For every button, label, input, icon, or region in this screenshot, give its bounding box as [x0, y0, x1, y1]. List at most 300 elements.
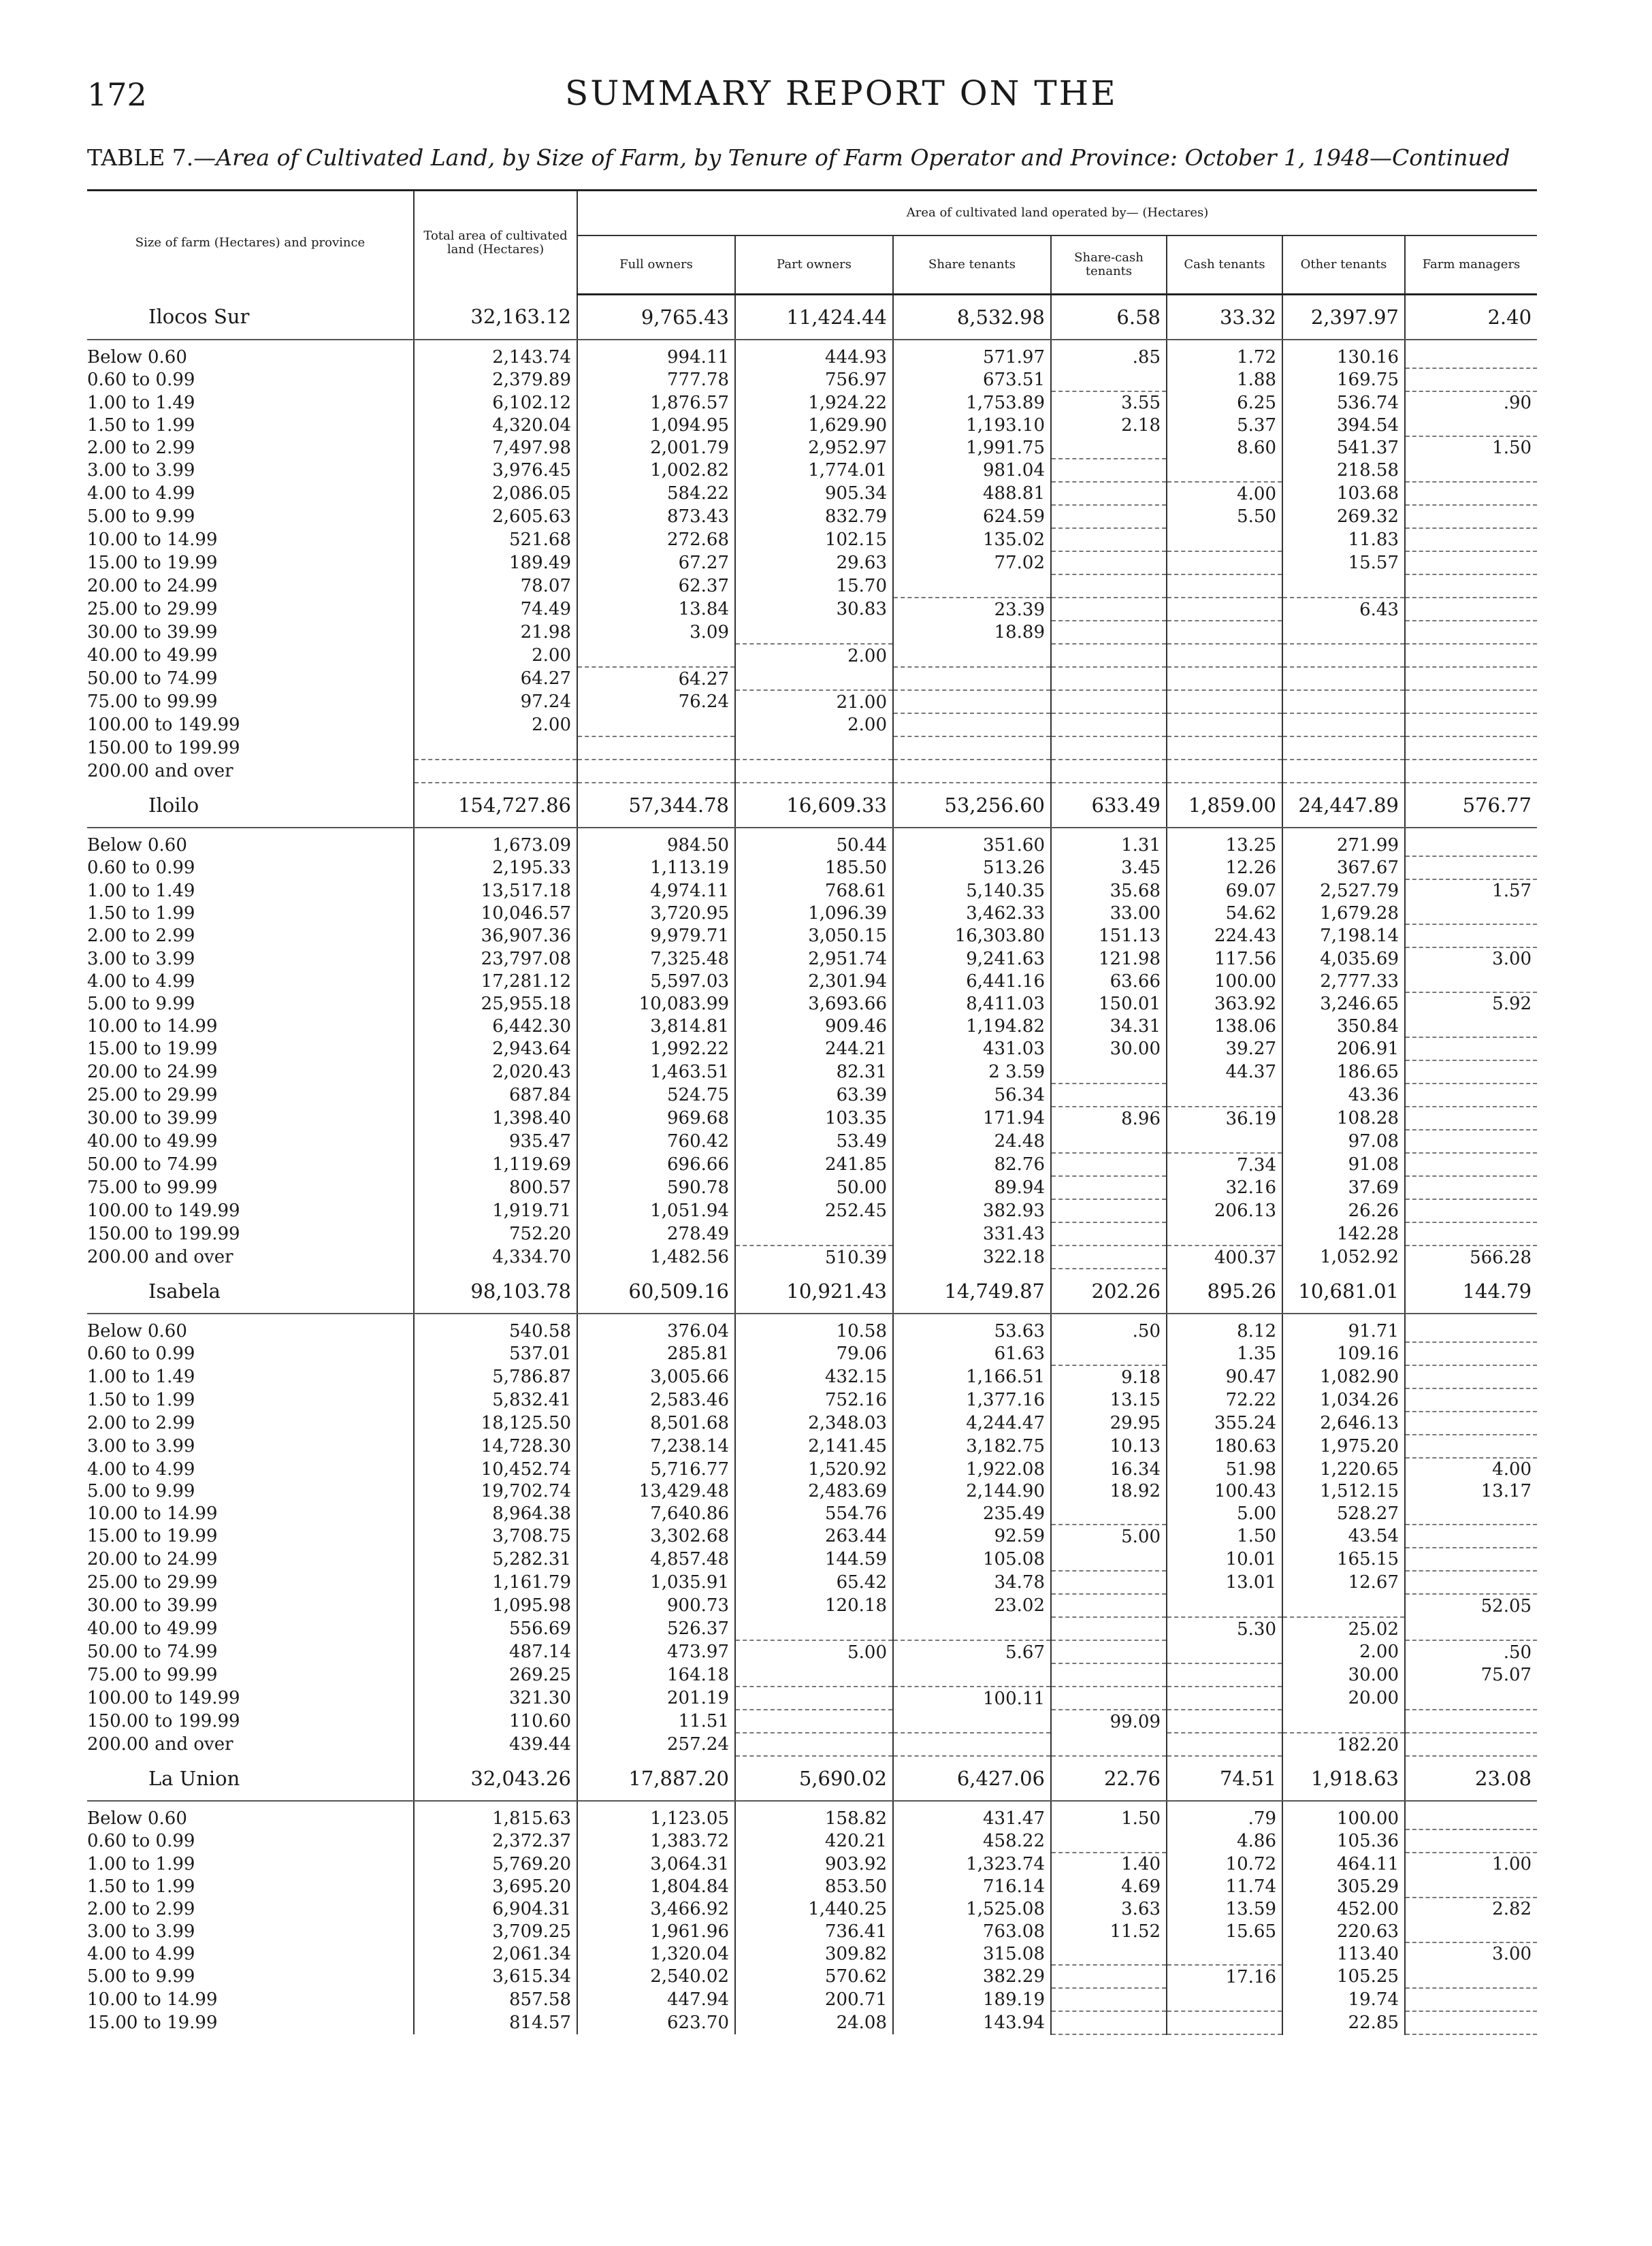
table-cell [1167, 459, 1282, 482]
table-cell: 536.74 [1282, 391, 1405, 414]
table-cell [735, 760, 893, 783]
table-cell [1405, 598, 1537, 621]
province-total-value: 33.32 [1167, 295, 1282, 340]
table-cell [1405, 736, 1537, 760]
table-cell: 1,525.08 [893, 1898, 1051, 1920]
table-cell [1405, 528, 1537, 551]
table-cell: 26.26 [1282, 1199, 1405, 1222]
size-class-label: 100.00 to 149.99 [87, 1688, 240, 1708]
table-row [87, 834, 1537, 856]
column-header-share-tenants: Share tenants [893, 235, 1051, 295]
table-row [87, 1640, 1537, 1663]
table-row [87, 1342, 1537, 1365]
table-cell [1405, 1807, 1537, 1829]
province-total-value: 32,043.26 [414, 1756, 577, 1801]
size-class-label: 15.00 to 19.99 [87, 2013, 218, 2033]
table-cell: 873.43 [577, 505, 735, 528]
table-cell: 12.26 [1167, 856, 1282, 879]
table-cell [1051, 713, 1167, 736]
table-cell: 36,907.36 [414, 924, 577, 947]
table-row [87, 1875, 1537, 1898]
table-cell: 1,975.20 [1282, 1435, 1405, 1458]
spacer-cell [1405, 1314, 1537, 1320]
table-cell: 180.63 [1167, 1435, 1282, 1458]
table-cell [1051, 368, 1167, 391]
table-cell: 537.01 [414, 1342, 577, 1365]
table-cell [414, 736, 577, 760]
table-cell: 105.25 [1282, 1965, 1405, 1988]
table-cell [1167, 690, 1282, 713]
table-row [87, 1458, 1537, 1480]
table-cell: 10,046.57 [414, 902, 577, 924]
table-cell: .79 [1167, 1807, 1282, 1829]
table-cell [1051, 1942, 1167, 1965]
table-cell [1051, 1571, 1167, 1594]
table-cell: 189.49 [414, 551, 577, 574]
table-cell: 935.47 [414, 1130, 577, 1153]
table-cell: 3,708.75 [414, 1525, 577, 1548]
table-cell: 24.08 [735, 2011, 893, 2034]
table-cell [1167, 1733, 1282, 1756]
table-row [87, 713, 1537, 736]
table-cell: 79.06 [735, 1342, 893, 1365]
province-total-value: 98,103.78 [414, 1269, 577, 1314]
table-cell [1051, 1342, 1167, 1365]
table-cell [735, 736, 893, 760]
table-cell [577, 644, 735, 667]
table-cell: 61.63 [893, 1342, 1051, 1365]
table-cell: 13,429.48 [577, 1480, 735, 1502]
table-cell: 3,976.45 [414, 459, 577, 482]
table-row [87, 1199, 1537, 1222]
table-cell: 590.78 [577, 1176, 735, 1199]
table-cell: 800.57 [414, 1176, 577, 1199]
size-class-label: 2.00 to 2.99 [87, 1413, 195, 1433]
size-class-label: 0.60 to 0.99 [87, 1831, 195, 1851]
table-row [87, 1571, 1537, 1594]
table-cell: 363.92 [1167, 992, 1282, 1015]
table-cell: 53.49 [735, 1130, 893, 1153]
table-cell [1051, 598, 1167, 621]
table-caption [87, 144, 1537, 171]
table-cell: 1.35 [1167, 1342, 1282, 1365]
table-cell: 8.96 [1051, 1107, 1167, 1130]
table-row [87, 690, 1537, 713]
table-row [87, 924, 1537, 947]
table-cell: 52.05 [1405, 1594, 1537, 1617]
table-cell [1405, 459, 1537, 482]
table-cell: 521.68 [414, 528, 577, 551]
spacer-cell [735, 828, 893, 834]
spacer-cell [1405, 1801, 1537, 1807]
size-class-label: 50.00 to 74.99 [87, 668, 218, 689]
table-cell: 1,119.69 [414, 1153, 577, 1176]
table-cell: 105.36 [1282, 1829, 1405, 1853]
table-cell: 452.00 [1282, 1898, 1405, 1920]
column-header-other-tenants: Other tenants [1282, 235, 1405, 295]
table-cell: 4.00 [1405, 1458, 1537, 1480]
size-class-label: 4.00 to 4.99 [87, 1943, 195, 1964]
table-cell: 24.48 [893, 1130, 1051, 1153]
spacer-cell [1051, 1314, 1167, 1320]
table-cell: 1.50 [1405, 436, 1537, 459]
row-spacer [87, 1801, 1537, 1807]
table-cell: 2,527.79 [1282, 879, 1405, 902]
spacer-cell [577, 828, 735, 834]
table-cell: 7,640.86 [577, 1502, 735, 1525]
table-cell: 23,797.08 [414, 947, 577, 970]
table-cell: 322.18 [893, 1246, 1051, 1269]
province-total-value: 1,918.63 [1282, 1756, 1405, 1801]
table-row [87, 856, 1537, 879]
table-row [87, 1107, 1537, 1130]
table-row [87, 1502, 1537, 1525]
table-cell [1405, 760, 1537, 783]
table-cell [577, 736, 735, 760]
province-total-value: 895.26 [1167, 1269, 1282, 1314]
table-cell: 5.00 [1051, 1525, 1167, 1548]
table-row [87, 1435, 1537, 1458]
table-row [87, 1412, 1537, 1435]
table-row [87, 667, 1537, 690]
table-cell: 15.70 [735, 574, 893, 598]
table-cell [577, 713, 735, 736]
table-cell: 853.50 [735, 1875, 893, 1898]
table-row [87, 1153, 1537, 1176]
spacer-cell [1282, 1314, 1405, 1320]
table-cell [735, 1663, 893, 1687]
table-cell: 1.31 [1051, 834, 1167, 856]
province-total-value: 6.58 [1051, 295, 1167, 340]
table-cell: 8.12 [1167, 1320, 1282, 1342]
table-cell: 10,452.74 [414, 1458, 577, 1480]
table-row [87, 902, 1537, 924]
table-cell: 241.85 [735, 1153, 893, 1176]
table-cell: 3,615.34 [414, 1965, 577, 1988]
table-cell [1051, 528, 1167, 551]
table-cell: 556.69 [414, 1617, 577, 1640]
table-cell [1167, 1988, 1282, 2011]
table-cell: 623.70 [577, 2011, 735, 2034]
table-row [87, 2011, 1537, 2034]
table-cell: 13.17 [1405, 1480, 1537, 1502]
province-total-row [87, 1269, 1537, 1314]
table-cell [1051, 1060, 1167, 1084]
table-cell: 2,086.05 [414, 482, 577, 505]
size-class-label: 150.00 to 199.99 [87, 1224, 240, 1244]
table-cell: .50 [1405, 1640, 1537, 1663]
table-cell: 1,123.05 [577, 1807, 735, 1829]
table-cell: 29.95 [1051, 1412, 1167, 1435]
table-cell: 487.14 [414, 1640, 577, 1663]
table-cell [893, 1710, 1051, 1733]
size-class-label: 100.00 to 149.99 [87, 715, 240, 735]
table-caption-text: —Area of Cultivated Land, by Size of Farm, by Tenure of Farm Operator and Province: October 1, 1948—Continued [193, 144, 1510, 171]
table-cell [893, 713, 1051, 736]
table-cell: 1,377.16 [893, 1388, 1051, 1412]
table-cell: 5,716.77 [577, 1458, 735, 1480]
size-class-label: Below 0.60 [87, 1808, 187, 1829]
table-cell: 4.69 [1051, 1875, 1167, 1898]
table-cell: 3.00 [1405, 947, 1537, 970]
province-total-value: 633.49 [1051, 783, 1167, 828]
table-cell: 3.00 [1405, 1942, 1537, 1965]
table-cell [735, 667, 893, 690]
table-cell: 1,774.01 [735, 459, 893, 482]
table-cell [1405, 1037, 1537, 1060]
spacer-cell [414, 1801, 577, 1807]
table-cell: 143.94 [893, 2011, 1051, 2034]
table-cell: 540.58 [414, 1320, 577, 1342]
table-cell: 736.41 [735, 1920, 893, 1942]
size-class-label: 5.00 to 9.99 [87, 993, 195, 1014]
table-row [87, 947, 1537, 970]
spacer-cell [1167, 828, 1282, 834]
table-cell: 1.40 [1051, 1853, 1167, 1875]
table-row [87, 551, 1537, 574]
province-total-value: 154,727.86 [414, 783, 577, 828]
table-row [87, 1176, 1537, 1199]
table-cell: 185.50 [735, 856, 893, 879]
province-total-value: 22.76 [1051, 1756, 1167, 1801]
table-cell [1405, 505, 1537, 528]
table-cell: 6,441.16 [893, 970, 1051, 992]
size-class-label: 40.00 to 49.99 [87, 1131, 218, 1152]
table-cell: 65.42 [735, 1571, 893, 1594]
size-class-label: 1.50 to 1.99 [87, 414, 195, 436]
table-cell: 36.19 [1167, 1107, 1282, 1130]
spacer-cell [893, 1801, 1051, 1807]
table-cell: 17.16 [1167, 1965, 1282, 1988]
size-class-label: 15.00 to 19.99 [87, 1039, 218, 1059]
table-cell: 72.22 [1167, 1388, 1282, 1412]
table-cell: 12.67 [1282, 1571, 1405, 1594]
table-cell [1051, 551, 1167, 574]
table-cell [1405, 1548, 1537, 1571]
table-cell [1051, 1502, 1167, 1525]
table-cell: 2,061.34 [414, 1942, 577, 1965]
table-cell: 97.08 [1282, 1130, 1405, 1153]
table-cell: 554.76 [735, 1502, 893, 1525]
province-total-row [87, 783, 1537, 828]
table-cell: 103.68 [1282, 482, 1405, 505]
spacer-cell [893, 340, 1051, 346]
table-cell: 2,583.46 [577, 1388, 735, 1412]
table-cell: 2.00 [735, 644, 893, 667]
table-cell: 4,974.11 [577, 879, 735, 902]
size-class-label: 3.00 to 3.99 [87, 1921, 195, 1942]
table-cell: 1,991.75 [893, 436, 1051, 459]
table-cell [1405, 1920, 1537, 1942]
table-cell [1405, 1965, 1537, 1988]
size-class-label: 0.60 to 0.99 [87, 1344, 195, 1364]
table-cell [1282, 713, 1405, 736]
table-row [87, 1548, 1537, 1571]
table-cell: 752.20 [414, 1222, 577, 1246]
table-cell: 21.98 [414, 621, 577, 644]
table-cell: 315.08 [893, 1942, 1051, 1965]
table-cell: 6.25 [1167, 391, 1282, 414]
table-cell: 541.37 [1282, 436, 1405, 459]
table-cell [1405, 1388, 1537, 1412]
table-cell: 2,777.33 [1282, 970, 1405, 992]
size-class-label: Below 0.60 [87, 834, 187, 856]
province-total-value: 74.51 [1167, 1756, 1282, 1801]
table-cell [1405, 1107, 1537, 1130]
table-row [87, 528, 1537, 551]
table-cell: 20.00 [1282, 1687, 1405, 1710]
table-cell [1405, 1687, 1537, 1710]
province-name: Iloilo [87, 783, 414, 828]
table-cell: 7.34 [1167, 1153, 1282, 1176]
row-spacer [87, 1314, 1537, 1320]
table-row [87, 621, 1537, 644]
table-cell [1405, 1571, 1537, 1594]
table-cell: 2,372.37 [414, 1829, 577, 1853]
table-cell [1051, 1733, 1167, 1756]
table-cell: 16,303.80 [893, 924, 1051, 947]
table-cell [1405, 1435, 1537, 1458]
table-cell: 9,241.63 [893, 947, 1051, 970]
table-cell [1167, 713, 1282, 736]
table-cell [1051, 1548, 1167, 1571]
size-class-label: 150.00 to 199.99 [87, 1711, 240, 1731]
table-cell: 5.00 [735, 1640, 893, 1663]
spacer-cell [1405, 828, 1537, 834]
table-cell [1282, 644, 1405, 667]
table-cell: 5.67 [893, 1640, 1051, 1663]
table-row [87, 1246, 1537, 1269]
spacer-cell [1282, 828, 1405, 834]
table-row [87, 760, 1537, 783]
table-cell: 3,466.92 [577, 1898, 735, 1920]
table-row [87, 1710, 1537, 1733]
table-cell: 3,246.65 [1282, 992, 1405, 1015]
province-total-row [87, 295, 1537, 340]
table-cell [1405, 1320, 1537, 1342]
cultivated-land-table [87, 189, 1537, 2035]
table-cell: 900.73 [577, 1594, 735, 1617]
province-total-value: 576.77 [1405, 783, 1537, 828]
table-cell: 15.65 [1167, 1920, 1282, 1942]
table-cell [1405, 1176, 1537, 1199]
table-cell: 584.22 [577, 482, 735, 505]
spacer-cell [414, 828, 577, 834]
table-cell: 200.71 [735, 1988, 893, 2011]
province-total-value: 14,749.87 [893, 1269, 1051, 1314]
table-cell: 524.75 [577, 1084, 735, 1107]
size-class-label: 30.00 to 39.99 [87, 622, 218, 642]
table-cell [1405, 1222, 1537, 1246]
spacer-cell [1282, 340, 1405, 346]
column-header-farm-managers: Farm managers [1405, 235, 1537, 295]
spacer-cell [577, 1801, 735, 1807]
table-cell [1282, 621, 1405, 644]
province-total-value: 60,509.16 [577, 1269, 735, 1314]
table-cell: 18,125.50 [414, 1412, 577, 1435]
table-cell: 64.27 [414, 667, 577, 690]
table-cell: 331.43 [893, 1222, 1051, 1246]
table-cell [1167, 1687, 1282, 1710]
table-cell: 2.00 [414, 644, 577, 667]
size-class-label: 25.00 to 29.99 [87, 1572, 218, 1593]
size-class-label: 20.00 to 24.99 [87, 1549, 218, 1569]
table-cell: 99.09 [1051, 1710, 1167, 1733]
table-cell: 15.57 [1282, 551, 1405, 574]
table-cell: 8,411.03 [893, 992, 1051, 1015]
table-cell: 2,646.13 [1282, 1412, 1405, 1435]
table-cell: 2,951.74 [735, 947, 893, 970]
table-row [87, 644, 1537, 667]
table-cell: 1.50 [1167, 1525, 1282, 1548]
table-cell [1405, 1733, 1537, 1756]
table-cell: 75.07 [1405, 1663, 1537, 1687]
size-class-label: 25.00 to 29.99 [87, 1085, 218, 1105]
province-total-value: 10,681.01 [1282, 1269, 1405, 1314]
table-cell [1167, 1084, 1282, 1107]
table-cell: 3.45 [1051, 856, 1167, 879]
table-cell [1405, 414, 1537, 436]
table-cell: 252.45 [735, 1199, 893, 1222]
table-cell: 25.02 [1282, 1617, 1405, 1640]
table-cell [1051, 2011, 1167, 2034]
table-cell [1405, 924, 1537, 947]
size-class-label: Below 0.60 [87, 1320, 187, 1341]
table-cell: 158.82 [735, 1807, 893, 1829]
size-class-label: 3.00 to 3.99 [87, 1436, 195, 1456]
table-cell: 144.59 [735, 1548, 893, 1571]
table-cell: 7,198.14 [1282, 924, 1405, 947]
table-cell: 76.24 [577, 690, 735, 713]
size-class-label: 2.00 to 2.99 [87, 437, 195, 458]
table-cell [1051, 505, 1167, 528]
table-cell: 1,922.08 [893, 1458, 1051, 1480]
table-row [87, 1037, 1537, 1060]
table-cell [893, 736, 1051, 760]
table-cell: 121.98 [1051, 947, 1167, 970]
size-class-label: 2.00 to 2.99 [87, 1898, 195, 1919]
table-cell: 3,064.31 [577, 1853, 735, 1875]
table-cell: 760.42 [577, 1130, 735, 1153]
size-class-label: 1.00 to 1.49 [87, 880, 195, 901]
table-cell: 458.22 [893, 1829, 1051, 1853]
table-cell: 10.58 [735, 1320, 893, 1342]
table-cell: 1,052.92 [1282, 1246, 1405, 1269]
table-cell: 1.88 [1167, 368, 1282, 391]
table-cell: 151.13 [1051, 924, 1167, 947]
table-cell: 108.28 [1282, 1107, 1405, 1130]
table-cell: 171.94 [893, 1107, 1051, 1130]
table-row [87, 436, 1537, 459]
table-cell: 969.68 [577, 1107, 735, 1130]
table-cell [1405, 667, 1537, 690]
table-cell: 2.00 [1282, 1640, 1405, 1663]
table-cell: 206.13 [1167, 1199, 1282, 1222]
size-class-label: 30.00 to 39.99 [87, 1595, 218, 1616]
table-cell [1051, 1084, 1167, 1107]
table-cell [1405, 1060, 1537, 1084]
table-cell: 100.00 [1167, 970, 1282, 992]
table-cell [1051, 1640, 1167, 1663]
size-class-label: 10.00 to 14.99 [87, 1015, 218, 1037]
table-cell: 5.50 [1167, 505, 1282, 528]
size-class-label: 0.60 to 0.99 [87, 858, 195, 878]
table-cell: 1,961.96 [577, 1920, 735, 1942]
table-cell [1051, 1965, 1167, 1988]
table-cell [1405, 1365, 1537, 1388]
table-cell [1051, 1594, 1167, 1617]
table-cell: 8.60 [1167, 436, 1282, 459]
